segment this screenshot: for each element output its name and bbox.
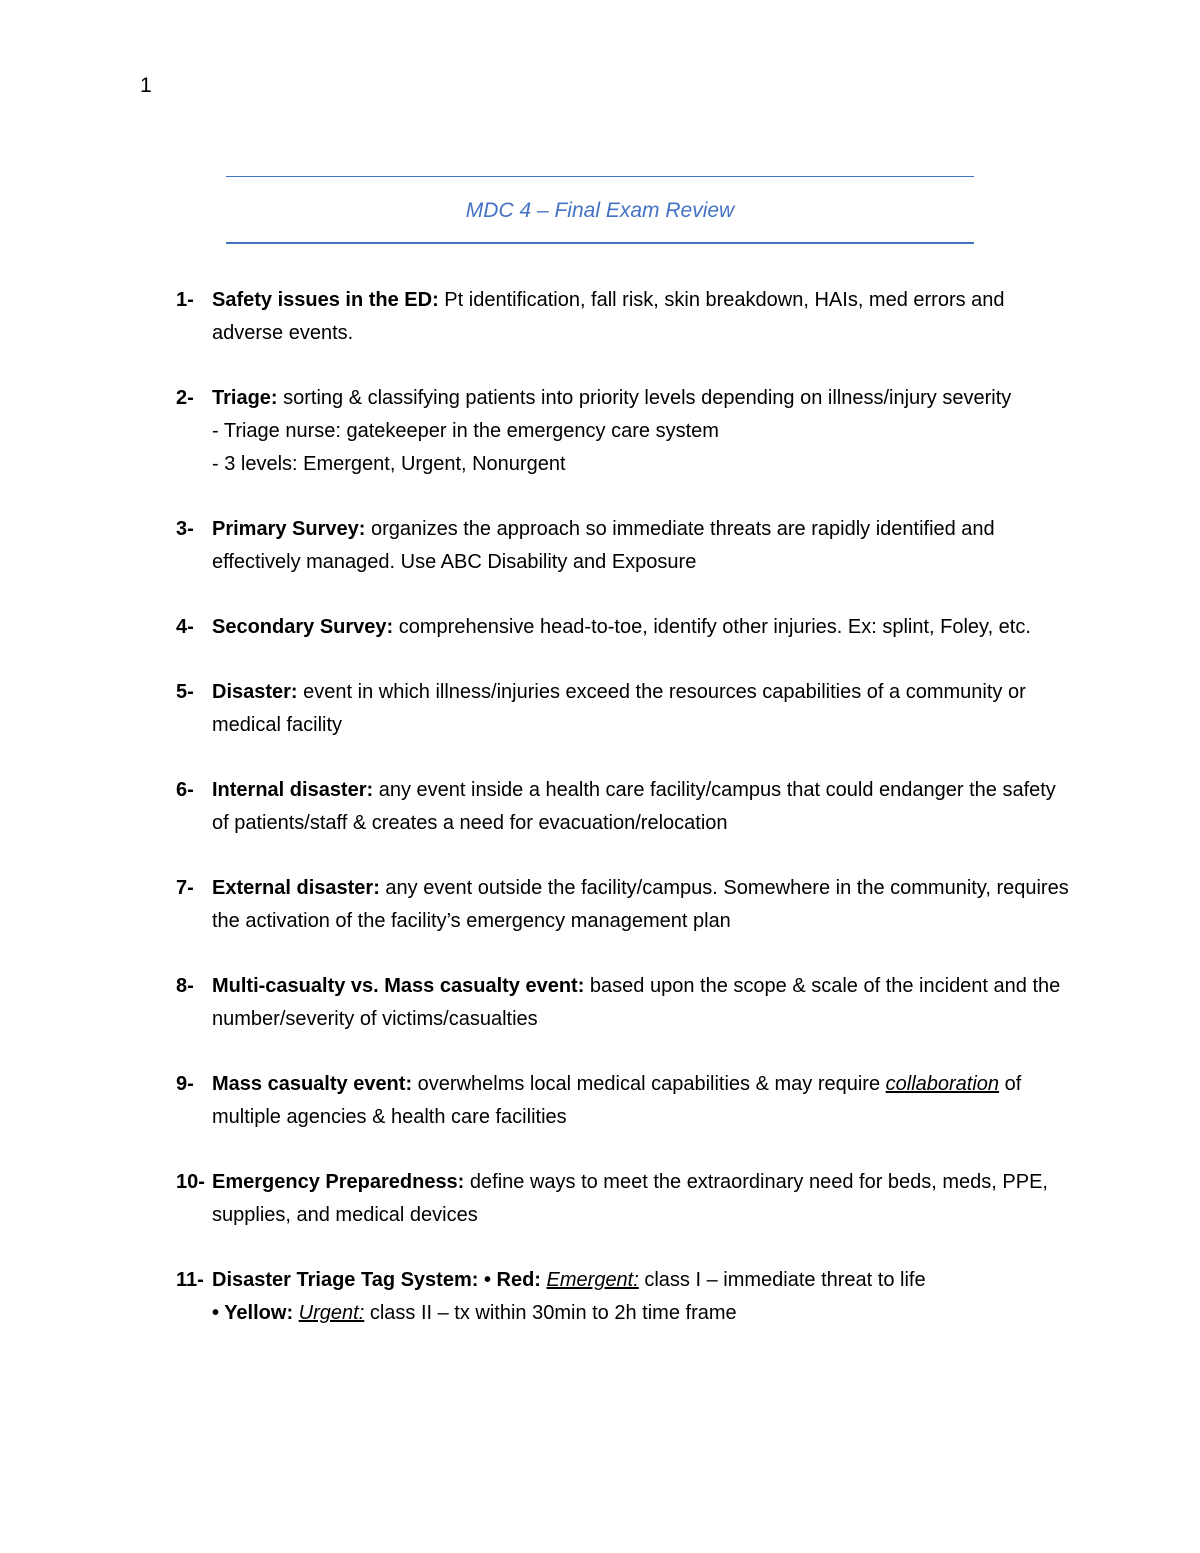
item-number: 4- bbox=[176, 616, 194, 638]
item-text bbox=[212, 872, 1076, 938]
yellow-tag-description: class II – tx within 30min to 2h time frame bbox=[364, 1302, 737, 1324]
item-term: External disaster: bbox=[212, 877, 380, 899]
triage-tag-yellow-line bbox=[212, 1297, 1076, 1330]
item-text bbox=[212, 513, 1076, 579]
item-term: Multi-casualty vs. Mass casualty event: bbox=[212, 975, 585, 997]
item-term: Mass casualty event: bbox=[212, 1073, 413, 1095]
item-number: 6- bbox=[176, 779, 194, 801]
item-term: Internal disaster: bbox=[212, 779, 374, 801]
item-definition: comprehensive head-to-toe, identify other injuries. Ex: splint, Foley, etc. bbox=[393, 616, 1031, 638]
item-text bbox=[212, 284, 1076, 350]
page-number: 1 bbox=[140, 74, 152, 97]
item-number: 8- bbox=[176, 975, 194, 997]
list-item bbox=[176, 676, 1076, 742]
item-text bbox=[212, 1264, 1076, 1330]
review-list bbox=[176, 284, 1076, 1362]
item-text bbox=[212, 676, 1076, 742]
item-definition: any event inside a health care facility/campus that could endanger the safety of patients/staff & creates a need for evacuation/relocation bbox=[212, 779, 1056, 834]
item-definition: sorting & classifying patients into priority levels depending on illness/injury severity bbox=[277, 387, 1012, 409]
item-definition: Pt identification, fall risk, skin breakdown, HAIs, med errors and adverse events. bbox=[212, 289, 1005, 344]
item-text bbox=[212, 1068, 1076, 1134]
item-definition: event in which illness/injuries exceed the resources capabilities of a community or medical facility bbox=[212, 681, 1026, 736]
item-number: 3- bbox=[176, 518, 194, 540]
item-definition: based upon the scope & scale of the incident and the number/severity of victims/casualties bbox=[212, 975, 1061, 1030]
item-text bbox=[212, 774, 1076, 840]
item-text bbox=[212, 1166, 1076, 1232]
item-term: Disaster Triage Tag System: bbox=[212, 1269, 479, 1291]
item-definition-end: of multiple agencies & health care facilities bbox=[212, 1073, 1022, 1128]
item-number: 10- bbox=[176, 1171, 205, 1193]
red-tag-description: class I – immediate threat to life bbox=[638, 1269, 926, 1291]
emphasized-word: collaboration bbox=[885, 1073, 1000, 1095]
item-number: 2- bbox=[176, 387, 194, 409]
item-text bbox=[212, 611, 1076, 644]
red-tag-label: • Red: bbox=[478, 1269, 541, 1291]
item-text bbox=[212, 382, 1076, 481]
item-subpoint: - 3 levels: Emergent, Urgent, Nonurgent bbox=[212, 453, 566, 475]
item-number: 9- bbox=[176, 1073, 194, 1095]
item-term: Emergency Preparedness: bbox=[212, 1171, 465, 1193]
item-number: 1- bbox=[176, 289, 194, 311]
yellow-tag-level: Urgent: bbox=[298, 1302, 365, 1324]
item-term: Disaster: bbox=[212, 681, 298, 703]
list-item bbox=[176, 611, 1076, 644]
item-term: Secondary Survey: bbox=[212, 616, 394, 638]
item-number: 7- bbox=[176, 877, 194, 899]
list-item bbox=[176, 513, 1076, 579]
item-definition: define ways to meet the extraordinary need for beds, meds, PPE, supplies, and medical devices bbox=[212, 1171, 1048, 1226]
item-definition: organizes the approach so immediate threats are rapidly identified and effectively managed. Use ABC Disability and Exposure bbox=[212, 518, 995, 573]
list-item bbox=[176, 382, 1076, 481]
list-item bbox=[176, 872, 1076, 938]
item-term: Primary Survey: bbox=[212, 518, 366, 540]
list-item bbox=[176, 1264, 1076, 1330]
list-item bbox=[176, 970, 1076, 1036]
document-title: MDC 4 – Final Exam Review bbox=[465, 199, 735, 222]
title-rule-bottom bbox=[226, 242, 974, 244]
item-number: 11- bbox=[176, 1269, 204, 1291]
item-subpoint: - Triage nurse: gatekeeper in the emergency care system bbox=[212, 420, 719, 442]
yellow-tag-label: • Yellow: bbox=[212, 1302, 294, 1324]
item-term: Triage: bbox=[212, 387, 278, 409]
item-definition: any event outside the facility/campus. Somewhere in the community, requires the activation of the facility’s emergency management plan bbox=[212, 877, 1069, 932]
item-text bbox=[212, 970, 1076, 1036]
list-item bbox=[176, 774, 1076, 840]
triage-tag-red-line bbox=[212, 1269, 926, 1291]
item-term: Safety issues in the ED: bbox=[212, 289, 439, 311]
list-item bbox=[176, 1068, 1076, 1134]
title-rule-top bbox=[226, 176, 974, 177]
list-item bbox=[176, 284, 1076, 350]
red-tag-level: Emergent: bbox=[546, 1269, 639, 1291]
item-definition: overwhelms local medical capabilities & may require bbox=[412, 1073, 886, 1095]
item-number: 5- bbox=[176, 681, 194, 703]
list-item bbox=[176, 1166, 1076, 1232]
